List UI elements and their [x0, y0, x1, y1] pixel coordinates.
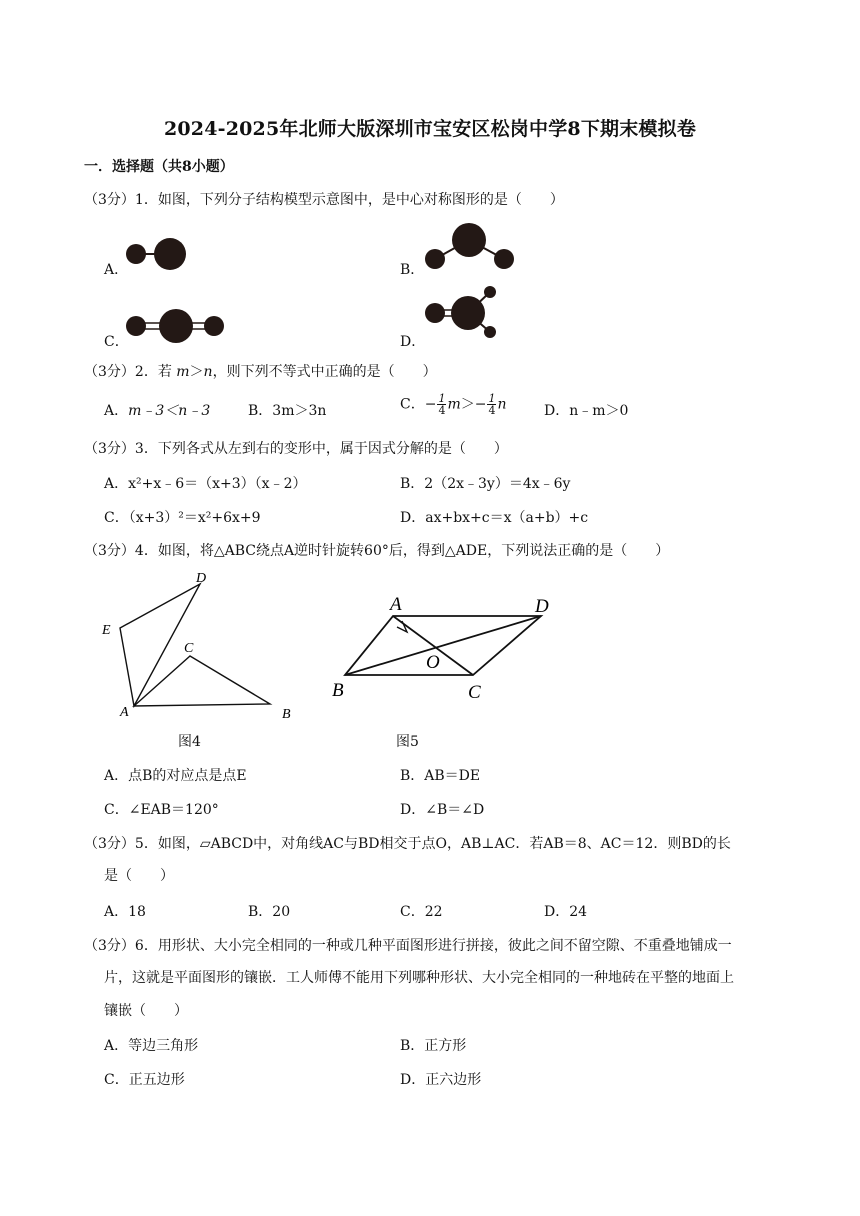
q2-stem: （3分）2．若 m＞n，则下列不等式中正确的是（ ）: [84, 364, 437, 380]
q2-option-a[interactable]: A．m﹣3＜n﹣3: [104, 403, 211, 419]
q2-option-d[interactable]: D．n﹣m＞0: [544, 403, 629, 419]
q3-stem: （3分）3．下列各式从左到右的变形中，属于因式分解的是（ ）: [84, 441, 508, 457]
figure-5-parallelogram: [330, 586, 560, 706]
q6-option-d[interactable]: D．正六边形: [400, 1072, 482, 1088]
figure-4-triangles: [100, 564, 300, 724]
section-heading: 一．选择题（共8小题）: [84, 159, 234, 175]
fig5-label-o: O: [426, 652, 440, 673]
fig5-label-a: A: [390, 594, 402, 615]
q6-stem-line1: （3分）6．用形状、大小完全相同的一种或几种平面图形进行拼接，彼此之间不留空隙、不重叠地铺成一: [84, 938, 732, 954]
q4-option-c[interactable]: C．∠EAB＝120°: [104, 802, 219, 818]
q3-option-b[interactable]: B．2（2x﹣3y）＝4x﹣6y: [400, 476, 571, 492]
q5-option-b[interactable]: B．20: [248, 904, 291, 920]
q5-option-c[interactable]: C．22: [400, 904, 443, 920]
fig5-label-b: B: [332, 680, 344, 701]
q6-stem-line3: 镶嵌（ ）: [104, 1003, 188, 1019]
fig4-label-a: A: [120, 705, 129, 720]
q1-stem: （3分）1．如图，下列分子结构模型示意图中，是中心对称图形的是（ ）: [84, 192, 564, 208]
document-title: 2024-2025年北师大版深圳市宝安区松岗中学8下期末模拟卷: [163, 118, 697, 140]
fig4-label-c: C: [184, 641, 194, 656]
q4-option-d[interactable]: D．∠B＝∠D: [400, 802, 485, 818]
q6-option-b[interactable]: B．正方形: [400, 1038, 467, 1054]
q2-option-b[interactable]: B．3m＞3n: [248, 403, 327, 419]
q1-option-b-label[interactable]: B．: [400, 262, 425, 278]
q3-option-d[interactable]: D．ax+bx+c＝x（a+b）+c: [400, 510, 589, 526]
fig4-caption: 图4: [178, 734, 201, 750]
q5-stem-line1: （3分）5．如图，▱ABCD中，对角线AC与BD相交于点O，AB⊥AC．若AB＝8、AC＝12．则BD的长: [84, 836, 731, 852]
q1-option-a-label[interactable]: A．: [104, 262, 129, 278]
q4-option-b[interactable]: B．AB＝DE: [400, 768, 481, 784]
fig4-label-b: B: [282, 707, 291, 722]
q5-stem-line2: 是（ ）: [104, 868, 174, 884]
q1-option-c-label[interactable]: C．: [104, 334, 129, 350]
q1-molecule-a-image: [124, 234, 194, 274]
fig4-label-d: D: [196, 571, 207, 586]
q4-option-a[interactable]: A．点B的对应点是点E: [104, 768, 247, 784]
q6-stem-line2: 片，这就是平面图形的镶嵌．工人师傅不能用下列哪种形状、大小完全相同的一种地砖在平整的地面上: [104, 970, 734, 986]
fig4-label-e: E: [102, 623, 111, 638]
q2-option-c[interactable]: C．− $\frac{1}{4}$ m＞− $\frac{1}{4}$ n: [400, 392, 507, 417]
q3-option-c[interactable]: C．（x+3）²＝x²+6x+9: [104, 510, 261, 526]
fig5-caption: 图5: [396, 734, 419, 750]
q2-fraction: $\frac{1}{4}$: [438, 392, 446, 417]
q5-option-a[interactable]: A．18: [104, 904, 146, 920]
q4-stem: （3分）4．如图，将△ABC绕点A逆时针旋转60°后，得到△ADE，下列说法正确的是（ ）: [84, 543, 670, 559]
fig5-label-d: D: [535, 596, 549, 617]
q5-option-d[interactable]: D．24: [544, 904, 588, 920]
q1-molecule-b-image: [422, 220, 522, 276]
q6-option-c[interactable]: C．正五边形: [104, 1072, 185, 1088]
fig5-label-c: C: [468, 682, 481, 703]
q1-molecule-d-image: [422, 282, 502, 344]
q1-option-d-label[interactable]: D．: [400, 334, 426, 350]
q1-molecule-c-image: [124, 306, 228, 346]
q6-option-a[interactable]: A．等边三角形: [104, 1038, 199, 1054]
q3-option-a[interactable]: A．x²+x﹣6＝（x+3）（x﹣2）: [104, 476, 307, 492]
q2-fraction: $\frac{1}{4}$: [488, 392, 496, 417]
